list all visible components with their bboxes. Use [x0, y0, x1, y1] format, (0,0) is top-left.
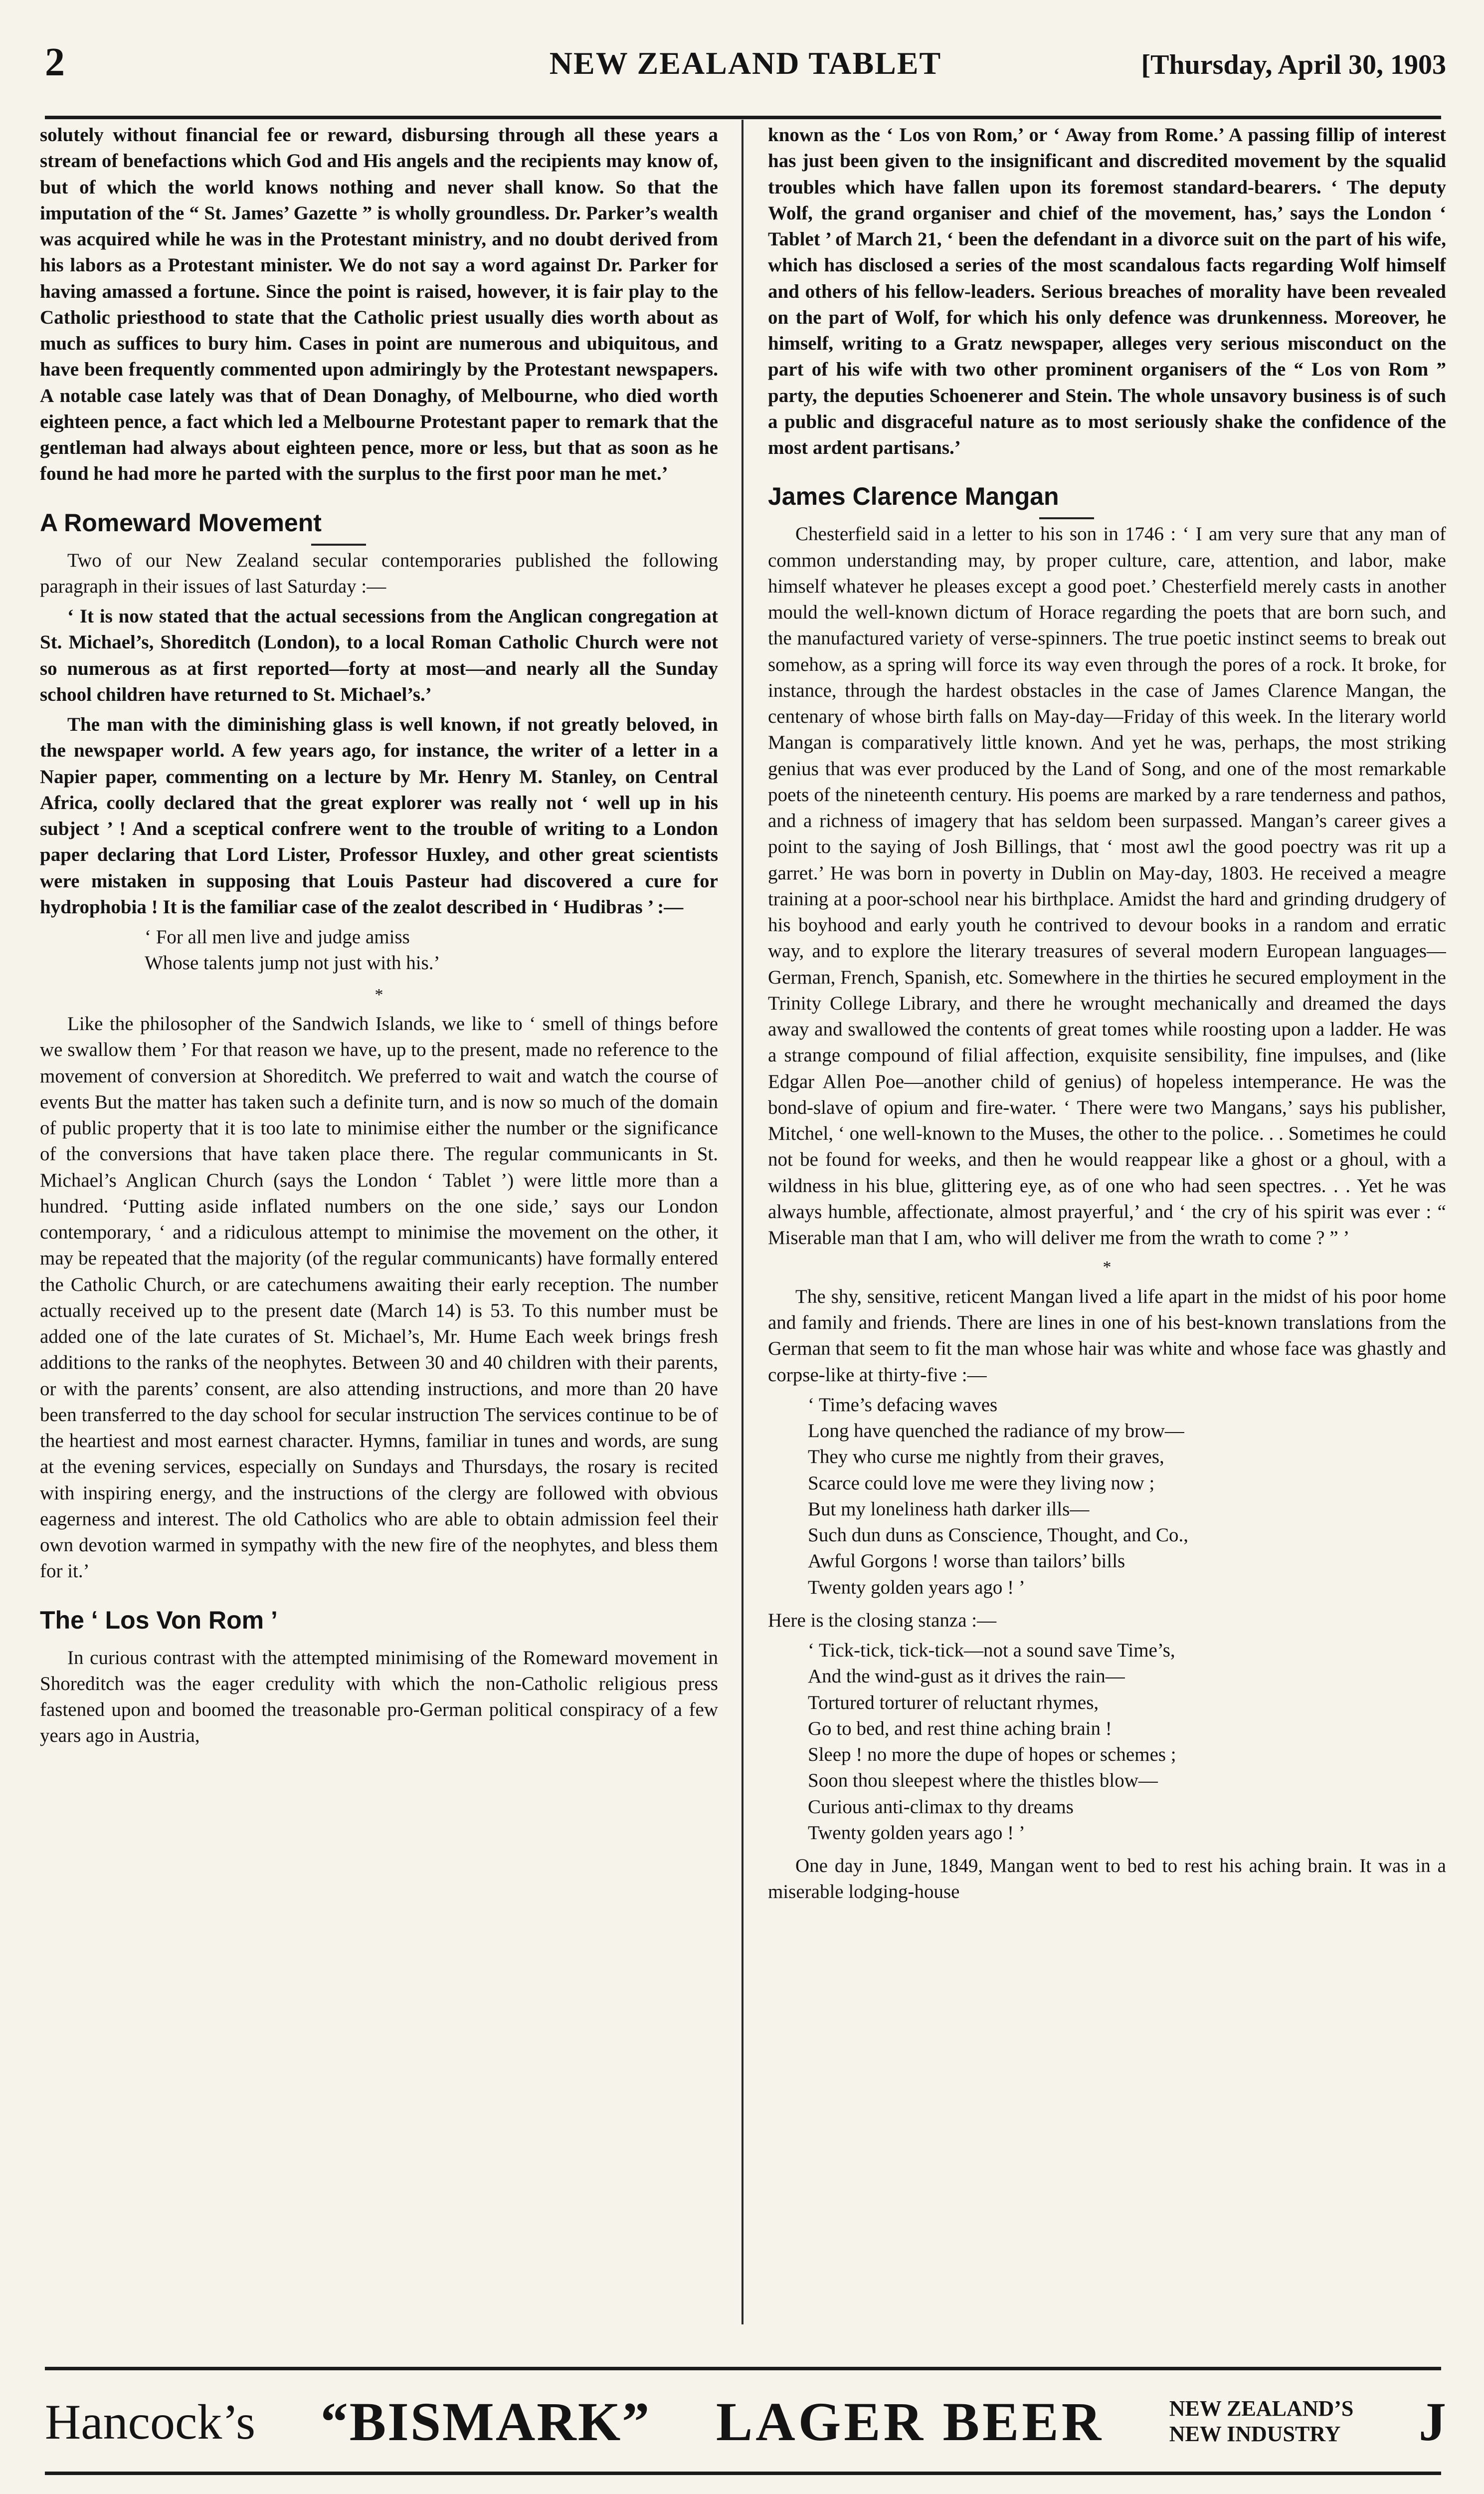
advert-name: Hancock’s — [45, 2394, 256, 2450]
verse-quote: ‘ Time’s defacing waves Long have quenched the radiance of my brow— They who curse me nightly from their graves, Scarce could love me were they living now ; But my loneliness hath darker ills— Such dun duns as Conscience, Thought, and Co., Awful Gorgons ! worse than tailors’ bills Twenty golden years ago ! ’ — [808, 1394, 1188, 1598]
advert-product: LAGER BEER — [716, 2391, 1105, 2452]
advert-mark: J — [1418, 2391, 1446, 2452]
verse-quote: ‘ For all men live and judge amiss Whose talents jump not just with his.’ — [145, 926, 440, 974]
section-separator: * — [1103, 1258, 1112, 1277]
advert-tagline: NEW ZEALAND’S NEW INDUSTRY — [1169, 2396, 1354, 2446]
paragraph: Two of our New Zealand secular contemporaries published the following paragraph in their issues of last Saturday :— — [40, 549, 718, 597]
issue-date: [Thursday, April 30, 1903 — [1141, 49, 1446, 80]
right-column — [768, 122, 1446, 2337]
continued-paragraph: solutely without financial fee or reward, disbursing through all these years a stream of benefactions which God and His angels and the recipients may know of, but of which the world knows nothing and never shall know. So that the imputation of the “ St. James’ Gazette ” is wholly groundless. Dr. Parker’s wealth was acquired while he was in the Protestant ministry, and no doubt derived from his labors as a Protestant minister. We do not say a word against Dr. Parker for having amassed a fortune. Since the point is raised, however, it is fair play to the Catholic priesthood to state that the Catholic priest usually dies worth about as much as suffices to bury him. Cases in point are numerous and ubiquitous, and have been frequently commented upon admiringly by the Protestant newspapers. A notable case lately was that of Dean Donaghy, of Melbourne, who died worth eighteen pence, a fact which led a Melbourne Protestant paper to remark that the gentleman had always about eighteen pence, more or less, but that as soon as he found he had more he parted with the surplus to the first poor man he met.’ — [40, 124, 718, 485]
bottom-rule — [45, 2472, 1441, 2475]
quoted-paragraph: ‘ It is now stated that the actual secessions from the Anglican congregation at St. Michael’s, Shoreditch (London), to a local Roman Catholic Church were not so numerous as at first reported—forty at most—and nearly all the Sunday school children have returned to St. Michael’s.’ — [40, 606, 718, 705]
header-rule — [45, 116, 1441, 119]
section-heading: James Clarence Mangan — [768, 480, 1446, 513]
left-column — [40, 122, 718, 2337]
section-separator: * — [374, 985, 383, 1004]
page-number: 2 — [45, 40, 65, 84]
page-header — [45, 30, 1446, 115]
advertisement-banner — [45, 2377, 1446, 2467]
footer-rule — [45, 2367, 1441, 2370]
paragraph: The man with the diminishing glass is well known, if not greatly beloved, in the newspaper world. A few years ago, for instance, the writer of a letter in a Napier paper, commenting on a lecture by Mr. Henry M. Stanley, on Central Africa, coolly declared that the great explorer was really not ‘ well up in his subject ’ ! And a sceptical confrere went to the trouble of writing to a London paper declaring that Lord Lister, Professor Huxley, and other great scientists were mistaken in supposing that Louis Pasteur had discovered a cure for hydrophobia ! It is the familiar case of the zealot described in ‘ Hudibras ’ :— — [40, 714, 718, 918]
paragraph: Like the philosopher of the Sandwich Islands, we like to ‘ smell of things before we swallow them ’ For that reason we have, up to the present, made no reference to the movement of conversion at Shoreditch. We preferred to wait and watch the course of events But the matter has taken such a definite turn, and is now so much of the domain of public property that it is too late to minimise either the number or the significance of the conversions that have taken place there. The regular communicants in St. Michael’s Anglican Church (says the London ‘ Tablet ’) were little more than a hundred. ‘Putting aside inflated numbers on the one side,’ says our London contemporary, ‘ and a ridiculous attempt to minimise the movement on the other, it may be repeated that the majority (of the regular communicants) have formally entered the Catholic Church, or are catechumens awaiting their early reception. The number actually received up to the present date (March 14) is 53. To this number must be added one of the late curates of St. Michael’s, Mr. Hume Each week brings fresh additions to the ranks of the neophytes. Between 30 and 40 children with their parents, or with the parents’ consent, are also attending instructions, and more than 20 have been transferred to the day school for secular instruction The services continue to be of the heartiest and most earnest character. Hymns, familiar in tunes and words, are sung at the evening services, especially on Sundays and Thursdays, the rosary is recited with inspiring energy, and the instructions of the clergy are followed with obvious eagerness and interest. The old Catholics who are able to obtain admission feel their own devotion warmed in sympathy with the new fire of the neophytes, and bless them for it.’ — [40, 1013, 718, 1582]
paragraph: One day in June, 1849, Mangan went to bed to rest his aching brain. It was in a miserable lodging-house — [768, 1855, 1446, 1903]
column-divider — [742, 120, 743, 2324]
verse-quote: ‘ Tick-tick, tick-tick—not a sound save Time’s, And the wind-gust as it drives the rain— Tortured torturer of reluctant rhymes, Go to bed, and rest thine aching brain ! Sleep ! no more the dupe of hopes or schemes ; Soon thou sleepest where the thistles blow— Curious anti-climax to thy dreams Twenty golden years ago ! ’ — [808, 1640, 1176, 1844]
continued-paragraph: known as the ‘ Los von Rom,’ or ‘ Away from Rome.’ A passing fillip of interest has just been given to the insignificant and discredited movement by the squalid troubles which have fallen upon its foremost standard-bearers. ‘ The deputy Wolf, the grand organiser and chief of the movement, has,’ says the London ‘ Tablet ’ of March 21, ‘ been the defendant in a divorce suit on the part of his wife, which has disclosed a series of the most scandalous facts regarding Wolf himself and others of his fellow-leaders. Serious breaches of morality have been revealed on the part of Wolf, for which his only defence was drunkenness. Moreover, he himself, writing to a Gratz newspaper, alleges very serious misconduct on the part of his wife with two other prominent organisers of the “ Los von Rom ” party, the deputies Schoenerer and Stein. The whole unsavory business is of such a public and disgraceful nature as to most seriously shake the confidence of the most ardent partisans.’ — [768, 124, 1446, 458]
paragraph: The shy, sensitive, reticent Mangan lived a life apart in the midst of his poor home and family and friends. There are lines in one of his best-known translations from the German that seem to fit the man whose hair was white and whose face was ghastly and corpse-like at thirty-five :— — [768, 1285, 1446, 1386]
section-heading: The ‘ Los Von Rom ’ — [40, 1606, 278, 1634]
section-heading: A Romeward Movement — [40, 506, 718, 540]
masthead-title: NEW ZEALAND TABLET — [549, 45, 942, 81]
paragraph: Chesterfield said in a letter to his son in 1746 : ‘ I am very sure that any man of common understanding may, by proper culture, care, attention, and labor, make himself whatever he pleases except a good poet.’ Chesterfield merely casts in another mould the well-known dictum of Horace regarding the poets that are born such, and the manufactured variety of verse-spinners. The true poetic instinct seems to break out somehow, as a spring will force its way even through the pores of a rock. It broke, for instance, through the hardest obstacles in the case of James Clarence Mangan, the centenary of whose birth falls on May-day—Friday of this week. In the literary world Mangan is comparatively little known. And yet he was, perhaps, the most striking genius that was ever produced by the Land of Song, and one of the most remarkable poets of the nineteenth century. His poems are marked by a rare tenderness and pathos, and a richness of imagery that has seldom been surpassed. Mangan’s career gives a point to the saying of Josh Billings, that ‘ most awl the good poectry was rit up a garret.’ He was born in poverty in Dublin on May-day, 1803. He received a meagre training at a poor-school near his birthplace. Amidst the hard and grinding drudgery of his boyhood and early youth he contrived to devour books in a random and erratic way, and to explore the literary treasures of several modern European languages—German, French, Spanish, etc. Somewhere in the thirties he secured employment in the Trinity College Library, and there he wrought mechanically and dreamed the days away and swallowed the contents of great tomes while roosting upon a ladder. He was a strange compound of filial affection, exquisite sensibility, fine impulses, and (like Edgar Allen Poe—another child of genius) of hopeless intemperance. He was the bond-slave of opium and fire-water. ‘ There were two Mangans,’ says his publisher, Mitchel, ‘ one well-known to the Muses, the other to the police. . . Sometimes he could not be found for weeks, and then he would reappear like a ghost or a ghoul, with a wildness in his blue, glittering eye, as of one who had seen spectres. . . Yet he was always humble, affectionate, almost prayerful,’ and ‘ the cry of his spirit was ever : “ Miserable man that I am, who will deliver me from the wrath to come ? ” ’ — [768, 523, 1446, 1248]
advert-brand: “BISMARK” — [320, 2391, 651, 2452]
paragraph: Here is the closing stanza :— — [768, 1609, 997, 1631]
paragraph: In curious contrast with the attempted minimising of the Romeward movement in Shoreditch was the eager credulity with which the non-Catholic religious press fastened upon and boomed the treasonable pro-German political conspiracy of a few years ago in Austria, — [40, 1647, 718, 1747]
